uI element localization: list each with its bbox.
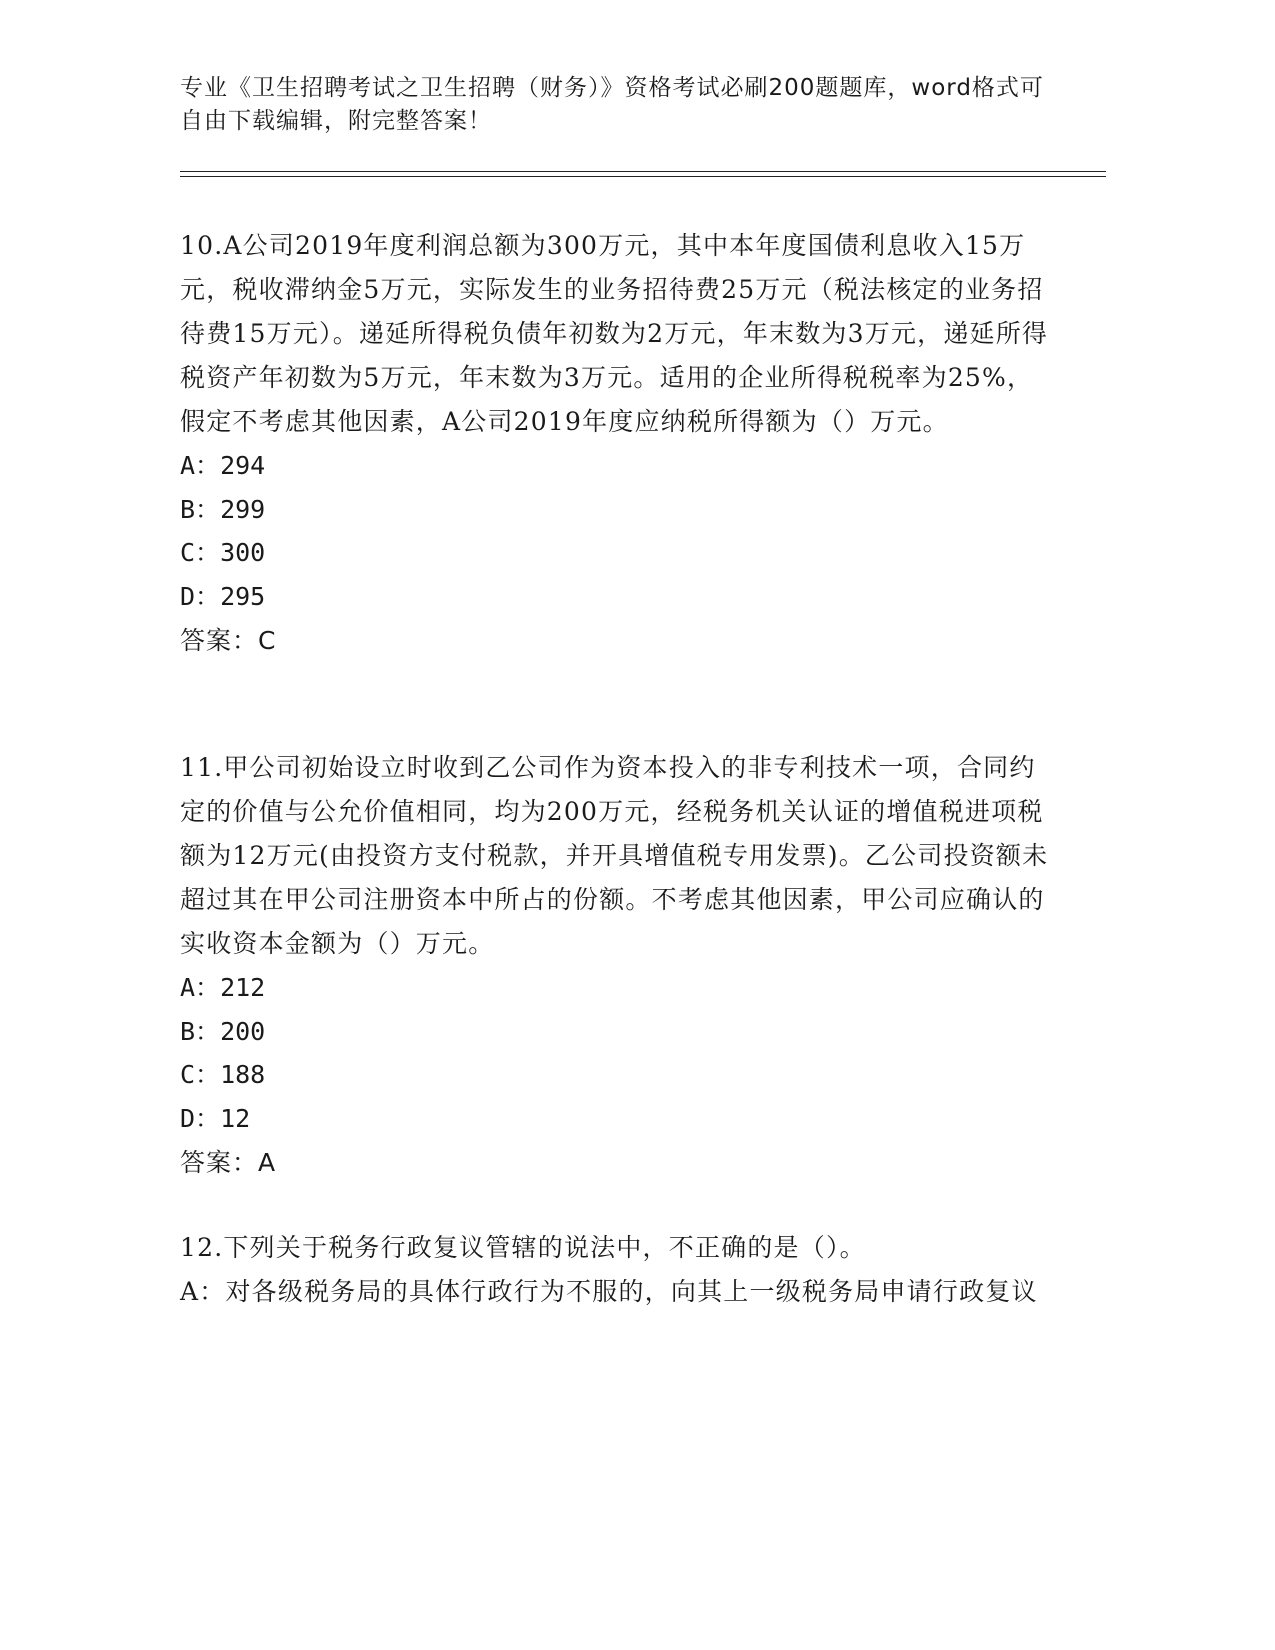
option-text: 12	[220, 1103, 251, 1133]
answer: 答案：A	[180, 1148, 277, 1177]
option-label: C：	[180, 538, 221, 567]
option-c	[180, 531, 1050, 575]
question-stem: 11.甲公司初始设立时收到乙公司作为资本投入的非专利技术一项，合同约定的价值与公允价值相同，均为200万元，经税务机关认证的增值税进项税额为12万元(由投资方支付税款，并开具增值税专用发票)。乙公司投资额未超过其在甲公司注册资本中所占的份额。不考虑其他因素，甲公司应确认的实收资本金额为（）万元。	[180, 753, 1049, 958]
question-11	[180, 746, 1050, 1185]
option-label: A：	[180, 1277, 226, 1306]
option-text: 294	[220, 451, 266, 480]
option-text: 299	[220, 494, 266, 524]
option-d	[180, 1097, 1050, 1141]
document-header: 专业《卫生招聘考试之卫生招聘（财务）》资格考试必刷200题题库，word格式可自由下载编辑，附完整答案！	[180, 75, 1044, 134]
option-text: 200	[220, 1016, 266, 1046]
option-text: 295	[220, 581, 266, 611]
question-stem: 10.A公司2019年度利润总额为300万元，其中本年度国债利息收入15万元，税收滞纳金5万元，实际发生的业务招待费25万元（税法核定的业务招待费15万元）。递延所得税负债年初数为2万元，年末数为3万元，递延所得税资产年初数为5万元，年末数为3万元。适用的企业所得税税率为25%，假定不考虑其他因素，A公司2019年度应纳税所得额为（）万元。	[180, 231, 1049, 436]
option-a	[180, 444, 1050, 488]
option-a	[180, 966, 1050, 1010]
option-label: D：	[180, 581, 221, 611]
header-divider-top	[180, 171, 1106, 172]
header-divider-bottom	[180, 176, 1106, 177]
option-label: B：	[180, 1016, 221, 1046]
option-label: B：	[180, 494, 221, 524]
question-12	[180, 1226, 1050, 1314]
option-d	[180, 575, 1050, 619]
option-b	[180, 1010, 1050, 1054]
option-b	[180, 488, 1050, 532]
option-a	[180, 1270, 1050, 1314]
option-text: 300	[220, 538, 266, 567]
option-label: C：	[180, 1060, 221, 1089]
option-text: 对各级税务局的具体行政行为不服的，向其上一级税务局申请行政复议	[225, 1277, 1038, 1306]
option-c	[180, 1053, 1050, 1097]
option-text: 212	[220, 973, 266, 1002]
option-text: 188	[220, 1060, 266, 1089]
option-label: A：	[180, 973, 221, 1002]
question-stem: 12.下列关于税务行政复议管辖的说法中，不正确的是（）。	[180, 1233, 866, 1262]
answer: 答案：C	[180, 626, 277, 655]
question-10	[180, 224, 1050, 663]
option-label: A：	[180, 451, 221, 480]
option-label: D：	[180, 1103, 221, 1133]
